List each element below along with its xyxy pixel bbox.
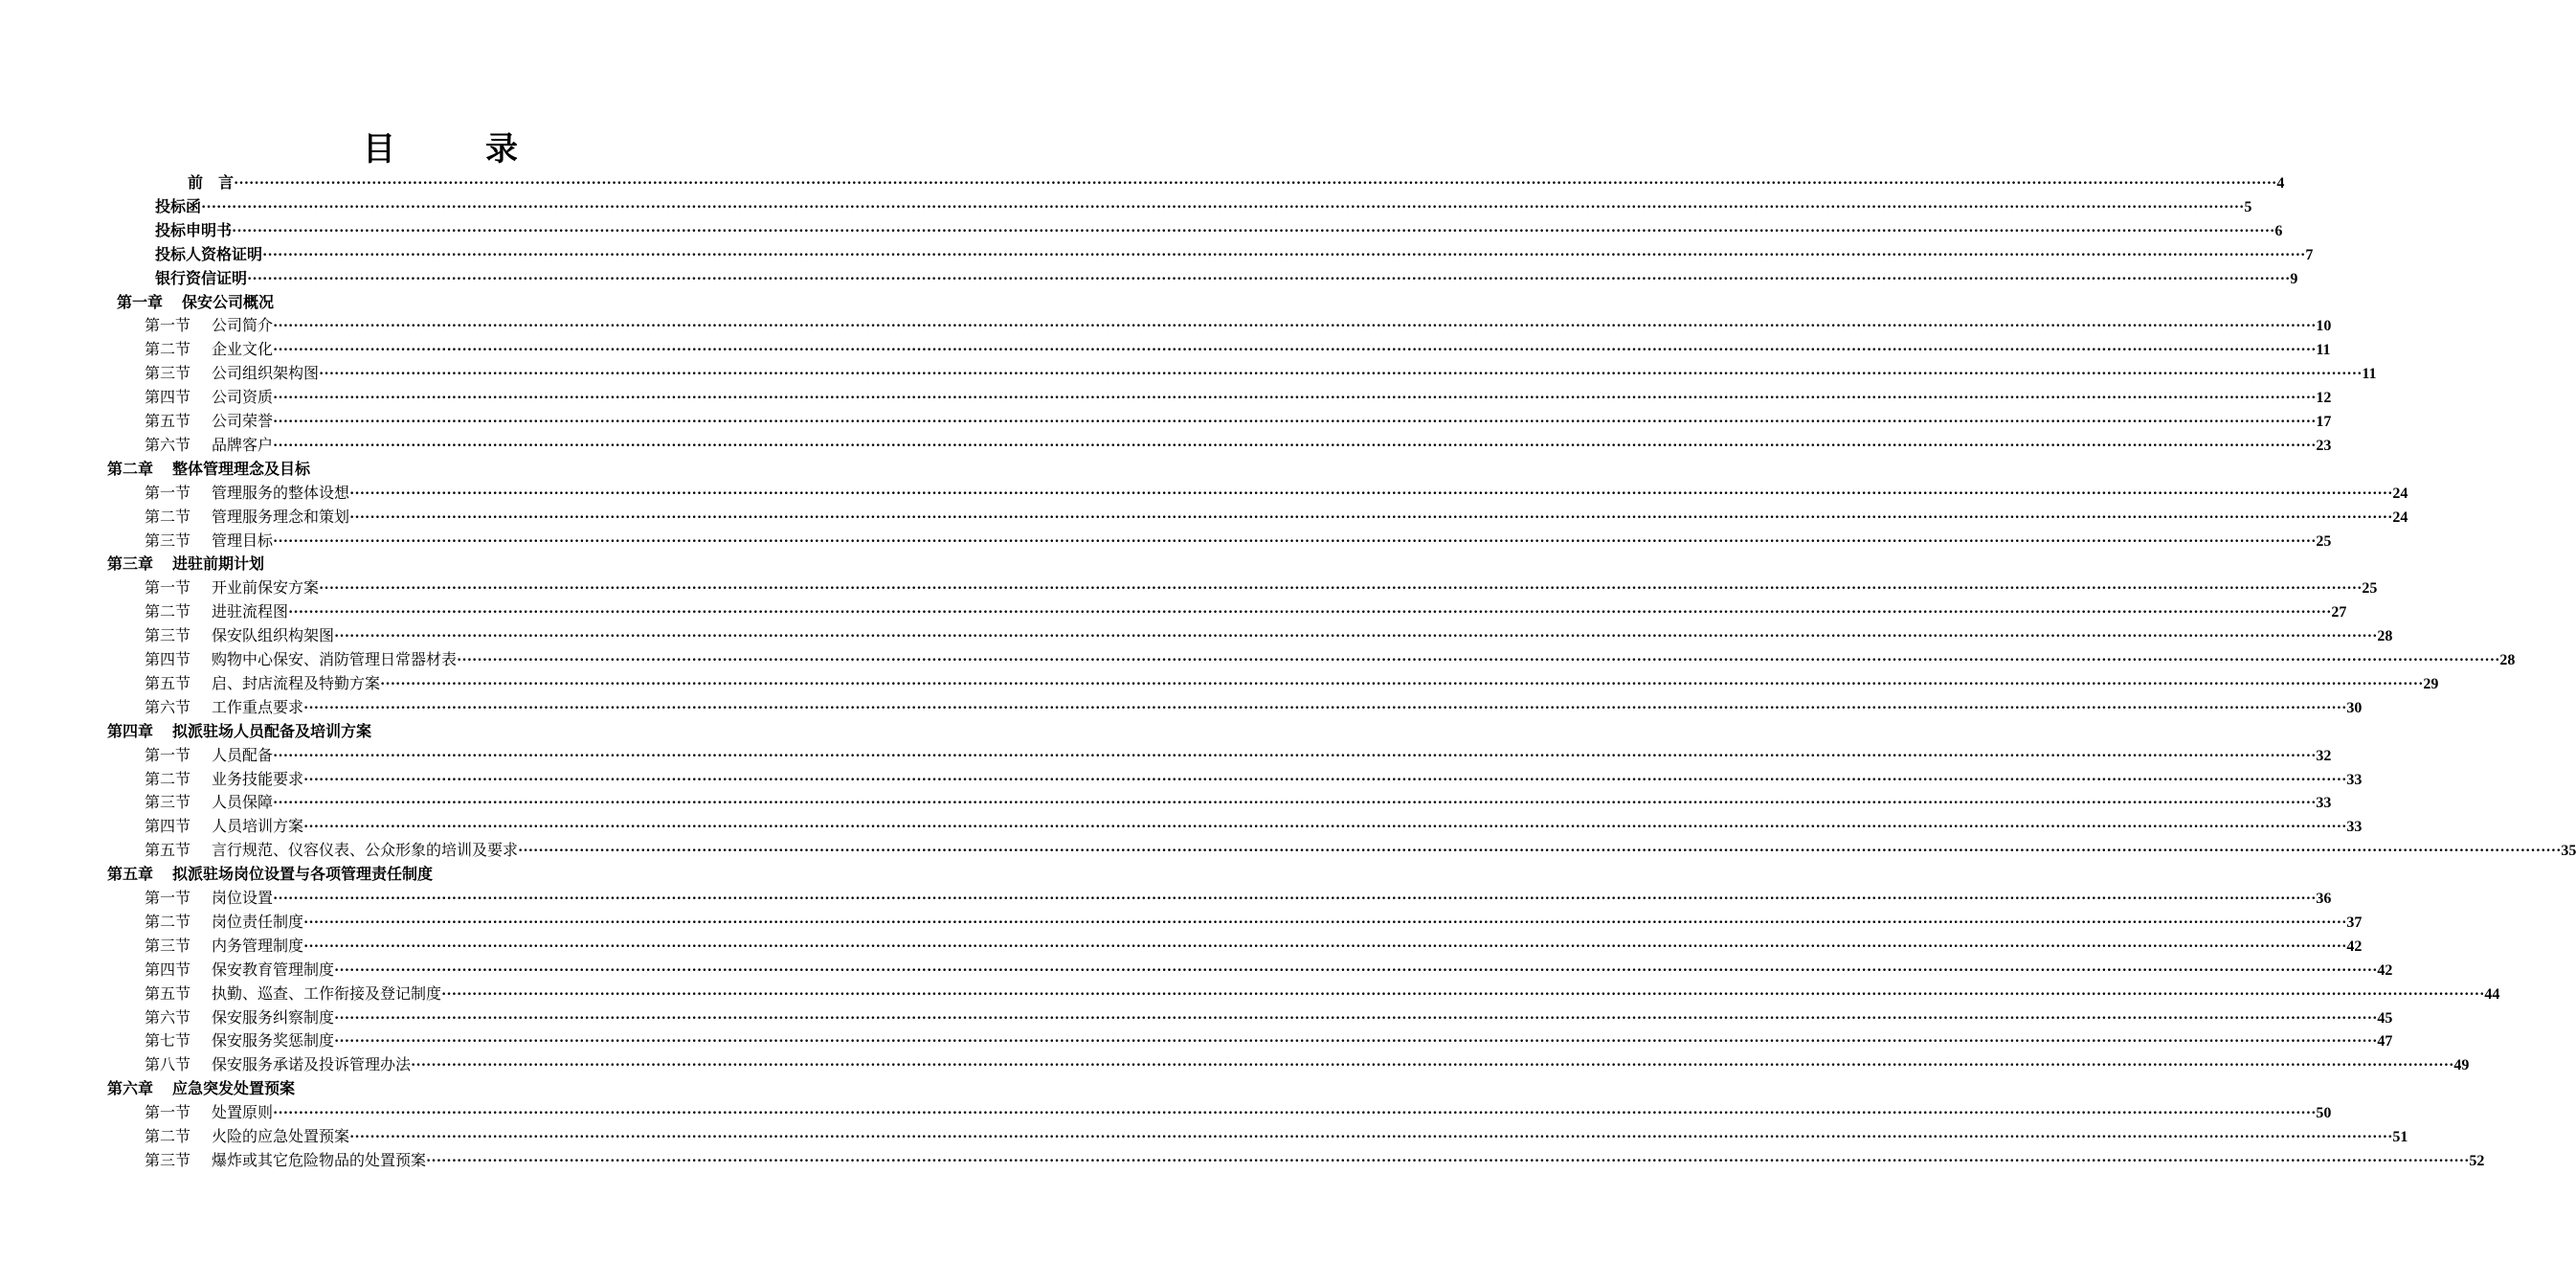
page-number: 12 <box>2316 390 2332 407</box>
dot-leader: ················································································································································································································································································································································································································ <box>426 1152 2470 1169</box>
chapter-number: 第四章 <box>107 721 154 740</box>
page-number: 17 <box>2316 414 2332 430</box>
toc-entry-front[interactable] <box>155 192 2252 216</box>
section-title: 火险的应急处置预案 <box>212 1127 350 1145</box>
section-title: 人员保障 <box>212 793 274 812</box>
toc-entry-section[interactable] <box>145 1098 2332 1122</box>
section-number: 第二节 <box>145 912 191 931</box>
section-number: 第六节 <box>145 435 191 454</box>
toc-entry-section[interactable] <box>145 908 2363 932</box>
page-number: 52 <box>2469 1152 2485 1169</box>
dot-leader: ················································································································································································································································································································································································································ <box>273 390 2317 407</box>
page-number: 9 <box>2290 270 2298 287</box>
toc-entry-section[interactable] <box>145 311 2332 335</box>
section-number: 第六节 <box>145 1007 191 1027</box>
toc-entry-section[interactable] <box>145 765 2363 789</box>
section-number: 第五节 <box>145 983 191 1003</box>
chapter-title: 保安公司概况 <box>182 292 275 311</box>
section-title: 品牌客户 <box>212 435 274 454</box>
section-title: 岗位设置 <box>212 889 274 907</box>
toc-entry-section[interactable] <box>145 788 2332 812</box>
toc-entry-section[interactable] <box>145 527 2332 551</box>
section-title: 业务技能要求 <box>212 769 304 788</box>
page-number: 29 <box>2423 675 2439 692</box>
toc-entry-front[interactable] <box>155 240 2314 264</box>
page-number: 25 <box>2362 580 2378 598</box>
dot-leader: ················································································································································································································································································································································································································ <box>273 1105 2317 1122</box>
page-number: 33 <box>2346 819 2363 836</box>
toc-entry-section[interactable] <box>145 884 2332 908</box>
dot-leader: ················································································································································································································································································································································································································ <box>334 961 2378 979</box>
section-title: 岗位责任制度 <box>212 912 304 931</box>
page-number: 4 <box>2276 175 2285 192</box>
section-number: 第二节 <box>145 340 191 359</box>
toc-entry-section[interactable] <box>145 1146 2485 1170</box>
dot-leader: ················································································································································································································································································································································································································ <box>273 342 2317 359</box>
page-title: 目 录 <box>363 130 547 169</box>
dot-leader: ················································································································································································································································································································································································································ <box>288 604 2332 621</box>
dot-leader: ················································································································································································································································································································································································································ <box>349 508 2393 526</box>
toc-entry-section[interactable] <box>145 383 2332 407</box>
page-number: 24 <box>2392 508 2408 526</box>
toc-entry-section[interactable] <box>145 741 2332 765</box>
chapter-title: 进驻前期计划 <box>172 554 265 574</box>
page-number: 6 <box>2274 222 2283 239</box>
section-number: 第一节 <box>145 578 191 598</box>
dot-leader: ················································································································································································································································································································································································································ <box>273 891 2317 907</box>
chapter-heading[interactable] <box>117 288 274 312</box>
toc-entry-section[interactable] <box>145 503 2408 527</box>
chapter-number: 第五章 <box>107 865 154 884</box>
section-number: 第四节 <box>145 960 191 979</box>
page-number: 11 <box>2362 366 2377 383</box>
page-number: 49 <box>2453 1057 2470 1074</box>
toc-entry-front[interactable] <box>188 169 2285 192</box>
front-entry-label: 投标申明书 <box>155 220 233 239</box>
section-number: 第三节 <box>145 364 191 383</box>
dot-leader: ················································································································································································································································································································································································································ <box>303 914 2347 931</box>
page-number: 30 <box>2346 699 2363 716</box>
page-number: 10 <box>2316 318 2332 335</box>
chapter-heading[interactable] <box>107 1074 295 1098</box>
section-number: 第二节 <box>145 602 191 621</box>
section-number: 第一节 <box>145 1103 191 1122</box>
section-number: 第一节 <box>145 745 191 764</box>
toc-entry-section[interactable] <box>145 359 2377 383</box>
page-number: 36 <box>2316 891 2332 907</box>
toc-entry-section[interactable] <box>145 956 2393 980</box>
chapter-number: 第一章 <box>117 292 164 311</box>
section-title: 公司资质 <box>212 388 274 407</box>
section-title: 保安服务承诺及投诉管理办法 <box>212 1055 412 1074</box>
section-title: 人员配备 <box>212 745 274 764</box>
section-title: 保安服务奖惩制度 <box>212 1031 335 1050</box>
dot-leader: ················································································································································································································································································································································································································ <box>334 628 2378 645</box>
section-title: 执勤、巡查、工作衔接及登记制度 <box>212 983 442 1003</box>
page-number: 50 <box>2316 1105 2332 1122</box>
toc-entry-front[interactable] <box>155 264 2298 288</box>
section-number: 第七节 <box>145 1031 191 1050</box>
dot-leader: ················································································································································································································································································································································································································ <box>380 675 2424 692</box>
page-number: 44 <box>2484 985 2500 1003</box>
chapter-heading[interactable] <box>107 550 264 574</box>
dot-leader: ················································································································································································································································································································································································································ <box>273 747 2317 764</box>
toc-entry-section[interactable] <box>145 479 2408 503</box>
dot-leader: ················································································································································································································································································································································································································ <box>334 1033 2378 1050</box>
section-number: 第一节 <box>145 483 191 502</box>
section-title: 开业前保安方案 <box>212 578 320 598</box>
chapter-heading[interactable] <box>107 717 371 741</box>
dot-leader: ················································································································································································································································································································································································································ <box>334 1009 2378 1027</box>
toc-entry-section[interactable] <box>145 836 2576 860</box>
section-title: 人员培训方案 <box>212 817 304 836</box>
section-number: 第五节 <box>145 412 191 430</box>
dot-leader: ················································································································································································································································································································································································································ <box>349 485 2393 502</box>
toc-entry-section[interactable] <box>145 621 2393 645</box>
section-number: 第二节 <box>145 769 191 788</box>
dot-leader: ················································································································································································································································································································································································································ <box>232 222 2275 239</box>
page-number: 35 <box>2561 843 2576 860</box>
section-title: 公司简介 <box>212 316 274 335</box>
dot-leader: ················································································································································································································································································································································································································ <box>303 937 2347 955</box>
dot-leader: ················································································································································································································································································································································································································ <box>273 795 2317 812</box>
section-title: 保安教育管理制度 <box>212 960 335 979</box>
page-number: 47 <box>2377 1033 2393 1050</box>
toc-entry-section[interactable] <box>145 1027 2393 1050</box>
dot-leader: ················································································································································································································································································································································································································ <box>262 246 2306 263</box>
dot-leader: ················································································································································································································································································································································································································ <box>247 270 2291 287</box>
page-number: 27 <box>2331 604 2347 621</box>
toc-entry-section[interactable] <box>145 335 2331 359</box>
page-number: 42 <box>2346 937 2363 955</box>
section-number: 第四节 <box>145 817 191 836</box>
dot-leader: ················································································································································································································································································································································································································ <box>319 366 2363 383</box>
page-number: 24 <box>2392 485 2408 502</box>
page-number: 33 <box>2316 795 2332 812</box>
section-number: 第二节 <box>145 507 191 526</box>
dot-leader: ················································································································································································································································································································································································································ <box>273 318 2317 335</box>
dot-leader: ················································································································································································································································································································································································································ <box>441 985 2485 1003</box>
page-number: 33 <box>2346 771 2363 788</box>
chapter-title: 应急突发处置预案 <box>172 1079 296 1098</box>
chapter-number: 第二章 <box>107 459 154 478</box>
toc-entry-section[interactable] <box>145 431 2332 455</box>
page-number: 51 <box>2392 1129 2408 1145</box>
toc-entry-section[interactable] <box>145 812 2363 836</box>
section-title: 爆炸或其它危险物品的处置预案 <box>212 1150 427 1169</box>
section-number: 第一节 <box>145 889 191 907</box>
dot-leader: ················································································································································································································································································································································································································ <box>518 843 2562 860</box>
page-number: 7 <box>2305 246 2314 263</box>
section-number: 第三节 <box>145 936 191 955</box>
page-number: 45 <box>2377 1009 2393 1027</box>
section-title: 保安服务纠察制度 <box>212 1007 335 1027</box>
page-number: 28 <box>2499 652 2516 668</box>
dot-leader: ················································································································································································································································································································································································································ <box>273 532 2317 550</box>
section-title: 工作重点要求 <box>212 697 304 716</box>
section-number: 第八节 <box>145 1055 191 1074</box>
page-number: 42 <box>2377 961 2393 979</box>
page-number: 32 <box>2316 747 2332 764</box>
toc-entry-section[interactable] <box>145 1122 2408 1146</box>
chapter-title: 整体管理理念及目标 <box>172 459 311 478</box>
section-number: 第三节 <box>145 531 191 550</box>
page-number: 11 <box>2316 342 2331 359</box>
chapter-heading[interactable] <box>107 455 310 479</box>
section-number: 第三节 <box>145 1150 191 1169</box>
section-title: 购物中心保安、消防管理日常器材表 <box>212 650 458 668</box>
front-entry-label: 银行资信证明 <box>155 268 248 287</box>
section-number: 第五节 <box>145 673 191 692</box>
dot-leader: ················································································································································································································································································································································································································ <box>457 652 2500 668</box>
dot-leader: ················································································································································································································································································································································································································ <box>234 175 2277 192</box>
chapter-title: 拟派驻场岗位设置与各项管理责任制度 <box>172 865 434 884</box>
toc-entry-section[interactable] <box>145 980 2500 1004</box>
dot-leader: ················································································································································································································································································································································································································ <box>303 699 2347 716</box>
section-number: 第一节 <box>145 316 191 335</box>
section-title: 内务管理制度 <box>212 936 304 955</box>
toc-entry-section[interactable] <box>145 574 2378 598</box>
section-title: 言行规范、仪容仪表、公众形象的培训及要求 <box>212 841 519 860</box>
page-number: 28 <box>2377 628 2393 645</box>
section-title: 处置原则 <box>212 1103 274 1122</box>
toc-entry-section[interactable] <box>145 932 2363 956</box>
section-number: 第六节 <box>145 697 191 716</box>
front-entry-label: 前 言 <box>188 173 235 192</box>
section-number: 第四节 <box>145 388 191 407</box>
dot-leader: ················································································································································································································································································································································································································ <box>349 1129 2393 1145</box>
section-number: 第四节 <box>145 650 191 668</box>
section-title: 启、封店流程及特勤方案 <box>212 673 381 692</box>
toc-entry-section[interactable] <box>145 407 2332 431</box>
dot-leader: ················································································································································································································································································································································································································ <box>201 198 2245 215</box>
page-number: 5 <box>2244 198 2252 215</box>
dot-leader: ················································································································································································································································································································································································································ <box>303 771 2347 788</box>
dot-leader: ················································································································································································································································································································································································································ <box>411 1057 2454 1074</box>
chapter-number: 第三章 <box>107 554 154 574</box>
page-number: 25 <box>2316 532 2332 550</box>
section-title: 公司组织架构图 <box>212 364 320 383</box>
section-title: 公司荣誉 <box>212 412 274 430</box>
section-title: 企业文化 <box>212 340 274 359</box>
section-number: 第五节 <box>145 841 191 860</box>
front-entry-label: 投标人资格证明 <box>155 244 263 263</box>
section-title: 管理服务理念和策划 <box>212 507 350 526</box>
section-title: 管理目标 <box>212 531 274 550</box>
toc-entry-section[interactable] <box>145 1004 2393 1027</box>
chapter-heading[interactable] <box>107 860 433 884</box>
dot-leader: ················································································································································································································································································································································································································ <box>273 437 2317 454</box>
section-number: 第二节 <box>145 1127 191 1145</box>
toc-entry-section[interactable] <box>145 693 2363 717</box>
dot-leader: ················································································································································································································································································································································································································ <box>319 580 2363 598</box>
section-number: 第三节 <box>145 626 191 645</box>
section-title: 保安队组织构架图 <box>212 626 335 645</box>
toc-entry-section[interactable] <box>145 1050 2470 1074</box>
page-number: 37 <box>2346 914 2363 931</box>
section-number: 第三节 <box>145 793 191 812</box>
dot-leader: ················································································································································································································································································································································································································ <box>303 819 2347 836</box>
page-number: 23 <box>2316 437 2332 454</box>
chapter-title: 拟派驻场人员配备及培训方案 <box>172 721 372 740</box>
toc-entry-section[interactable] <box>145 645 2516 669</box>
toc-entry-front[interactable] <box>155 216 2283 240</box>
toc-entry-section[interactable] <box>145 669 2439 693</box>
section-title: 管理服务的整体设想 <box>212 483 350 502</box>
front-entry-label: 投标函 <box>155 196 202 215</box>
dot-leader: ················································································································································································································································································································································································································ <box>273 414 2317 430</box>
chapter-number: 第六章 <box>107 1079 154 1098</box>
toc-entry-section[interactable] <box>145 598 2347 621</box>
section-title: 进驻流程图 <box>212 602 289 621</box>
